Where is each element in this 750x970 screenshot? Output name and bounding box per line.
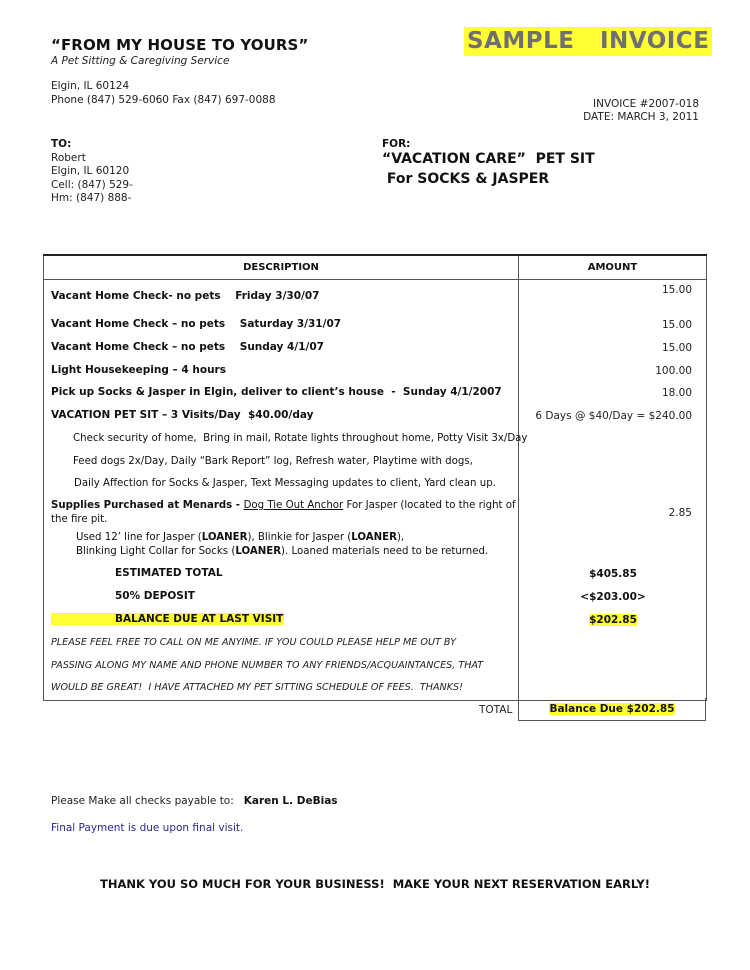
line-item-amount: 100.00	[655, 365, 692, 377]
company-address: Elgin, IL 60124	[51, 80, 130, 92]
service-title: “VACATION CARE” PET SIT	[382, 151, 595, 167]
line-item-amount: 15.00	[661, 342, 692, 354]
total-label: TOTAL	[479, 704, 513, 716]
bill-to-city: Elgin, IL 60120	[51, 165, 130, 177]
balance-due-amount: $202.85	[589, 614, 637, 626]
line-item-description: Vacant Home Check- no pets Friday 3/30/07	[51, 290, 320, 302]
invoice-date: DATE: MARCH 3, 2011	[583, 111, 699, 123]
supplies-note: For Jasper (located to the right of	[343, 500, 516, 511]
deposit-amount: <$203.00>	[580, 591, 646, 603]
estimated-total-amount: $405.85	[589, 568, 637, 580]
note-line: PLEASE FEEL FREE TO CALL ON ME ANYIME. IF YOU COULD PLEASE HELP ME OUT BY	[51, 637, 457, 648]
company-phone-fax: Phone (847) 529-6060 Fax (847) 697-0088	[51, 94, 276, 106]
payable-to-line	[51, 795, 338, 807]
line-item-description: Vacant Home Check – no pets Saturday 3/31/07	[51, 318, 342, 330]
line-item-description: Vacant Home Check – no pets Sunday 4/1/07	[51, 341, 324, 353]
supplies-amount: 2.85	[668, 507, 692, 519]
description-column	[44, 280, 528, 701]
bill-to-home-phone: Hm: (847) 888-	[51, 192, 132, 204]
line-item-description: Pick up Socks & Jasper in Elgin, deliver to client’s house - Sunday 4/1/2007	[51, 386, 502, 398]
service-detail: Daily Affection for Socks & Jasper, Text Messaging updates to client, Yard clean up.	[74, 478, 496, 489]
service-detail: Check security of home, Bring in mail, Rotate lights throughout home, Potty Visit 3x/Day	[73, 433, 528, 444]
bill-to-label: TO:	[51, 138, 72, 150]
bill-to-cell: Cell: (847) 529-	[51, 179, 133, 191]
invoice-number: INVOICE #2007-018	[593, 98, 699, 110]
final-payment-note: Final Payment is due upon final visit.	[51, 822, 244, 834]
document-title: SAMPLE INVOICE	[464, 27, 712, 56]
thank-you-message: THANK YOU SO MUCH FOR YOUR BUSINESS! MAKE YOUR NEXT RESERVATION EARLY!	[100, 877, 650, 891]
estimated-total-label: ESTIMATED TOTAL	[115, 567, 223, 579]
company-tagline: A Pet Sitting & Caregiving Service	[51, 55, 230, 67]
line-item-amount: 15.00	[661, 319, 692, 331]
supplies-note-continued: the fire pit.	[51, 514, 108, 525]
line-item-description: VACATION PET SIT – 3 Visits/Day $40.00/day	[51, 409, 314, 421]
service-detail: Feed dogs 2x/Day, Daily “Bark Report” log, Refresh water, Playtime with dogs,	[73, 456, 473, 467]
service-for-label: FOR:	[382, 138, 411, 150]
amount-column	[519, 280, 707, 701]
note-line: WOULD BE GREAT! I HAVE ATTACHED MY PET SITTING SCHEDULE OF FEES. THANKS!	[51, 682, 463, 693]
balance-due-amount-wrap	[519, 614, 707, 626]
note-line: PASSING ALONG MY NAME AND PHONE NUMBER TO ANY FRIENDS/ACQUAINTANCES, THAT	[51, 660, 484, 671]
line-item-amount: 15.00	[661, 284, 692, 296]
service-pets: For SOCKS & JASPER	[382, 171, 550, 187]
bill-to-name: Robert	[51, 152, 86, 164]
payable-to-name: Karen L. DeBias	[243, 795, 338, 807]
balance-due-label: BALANCE DUE AT LAST VISIT	[51, 613, 284, 625]
invoice-table	[43, 254, 707, 701]
total-balance-due: Balance Due $202.85	[549, 703, 675, 715]
supplies-line	[51, 500, 516, 511]
line-item-amount: 18.00	[661, 387, 692, 399]
deposit-label: 50% DEPOSIT	[115, 590, 195, 602]
payable-to-text: Please Make all checks payable to:	[51, 795, 234, 807]
column-header-amount: AMOUNT	[519, 255, 707, 280]
line-item-description: Light Housekeeping – 4 hours	[51, 364, 226, 376]
loaner-line: Blinking Light Collar for Socks (LOANER). Loaned materials need to be returned.	[76, 546, 489, 557]
supplies-label: Supplies Purchased at Menards -	[51, 500, 244, 511]
total-value-cell	[518, 698, 706, 721]
loaner-line: Used 12’ line for Jasper (LOANER), Blinkie for Jasper (LOANER),	[76, 532, 405, 543]
column-header-description: DESCRIPTION	[44, 255, 519, 280]
line-item-amount: 6 Days @ $40/Day = $240.00	[535, 410, 692, 422]
company-name: “FROM MY HOUSE TO YOURS”	[51, 36, 309, 54]
supplies-item: Dog Tie Out Anchor	[243, 500, 344, 511]
